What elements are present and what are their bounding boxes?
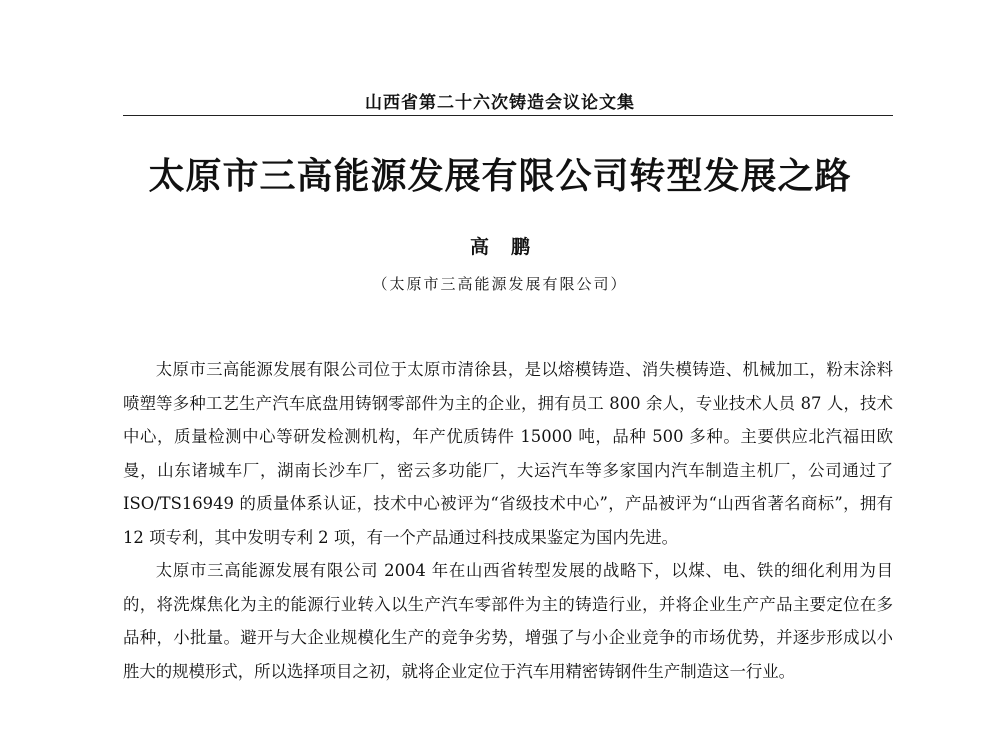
header-rule [123, 115, 893, 116]
author-name: 高鹏 [469, 236, 552, 258]
body-paragraph: 太原市三高能源发展有限公司 2004 年在山西省转型发展的战略下，以煤、电、铁的细化利用为目的，将洗煤焦化为主的能源行业转入以生产汽车零部件为主的铸造行业，并将企业生产产品主要定位在多品种，小批量。避开与大企业规模化生产的竞争劣势，增强了与小企业竞争的市场优势，并逐步形成以小胜大的规模形式，所以选择项目之初，就将企业定位于汽车用精密铸钢件生产制造这一行业。 [123, 561, 893, 681]
article-body [123, 353, 893, 688]
journal-header: 山西省第二十六次铸造会议论文集 [365, 93, 635, 113]
author-affiliation: （太原市三高能源发展有限公司） [372, 275, 628, 293]
article-title: 太原市三高能源发展有限公司转型发展之路 [148, 156, 852, 197]
body-paragraph: 太原市三高能源发展有限公司位于太原市清徐县，是以熔模铸造、消失模铸造、机械加工，粉末涂料喷塑等多种工艺生产汽车底盘用铸钢零部件为主的企业，拥有员工 800 余人，专业技术人员 87 人，技术中心，质量检测中心等研发检测机构，年产优质铸件 15000 吨，品种 500 多种。主要供应北汽福田欧曼，山东诸城车厂，湖南长沙车厂，密云多功能厂，大运汽车等多家国内汽车制造主机厂，公司通过了 ISO/TS16949 的质量体系认证，技术中心被评为“省级技术中心”，产品被评为“山西省著名商标”，拥有 12 项专利，其中发明专利 2 项，有一个产品通过科技成果鉴定为国内先进。 [123, 360, 893, 547]
